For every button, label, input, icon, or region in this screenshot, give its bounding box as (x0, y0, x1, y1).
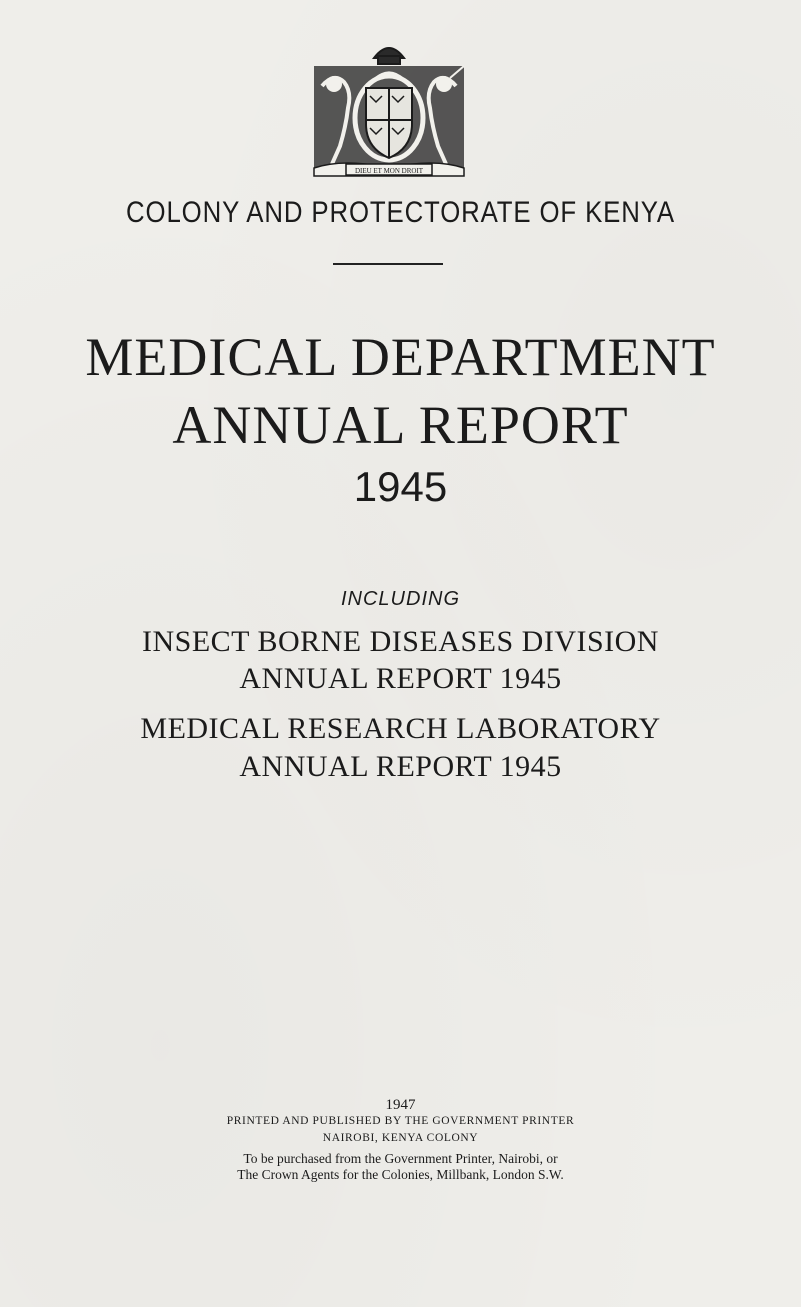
heading-divider (333, 263, 443, 265)
report-title-year: 1945 (353, 463, 448, 510)
coat-of-arms-motto: DIEU ET MON DROIT (354, 167, 424, 175)
imprint-year: 1947 (385, 1097, 416, 1113)
imprint-purchase-line: The Crown Agents for the Colonies, Millbank, London S.W. (237, 1167, 564, 1182)
report-title-line-2: ANNUAL REPORT (172, 395, 629, 455)
imprint-place: NAIROBI, KENYA COLONY (322, 1132, 479, 1144)
subreport-line: ANNUAL REPORT 1945 (239, 750, 562, 783)
subreport-line: MEDICAL RESEARCH LABORATORY (140, 712, 661, 745)
coat-of-arms-emblem (304, 36, 474, 186)
imprint-purchase-line: To be purchased from the Government Printer, Nairobi, or (243, 1151, 558, 1166)
subreport-line: ANNUAL REPORT 1945 (239, 662, 562, 695)
report-title-line-1: MEDICAL DEPARTMENT (85, 327, 716, 387)
colony-heading: COLONY AND PROTECTORATE OF KENYA (126, 196, 675, 229)
imprint-printer: PRINTED AND PUBLISHED BY THE GOVERNMENT PRINTER (226, 1115, 575, 1127)
including-label: INCLUDING (340, 588, 460, 610)
subreport-line: INSECT BORNE DISEASES DIVISION (142, 625, 659, 658)
